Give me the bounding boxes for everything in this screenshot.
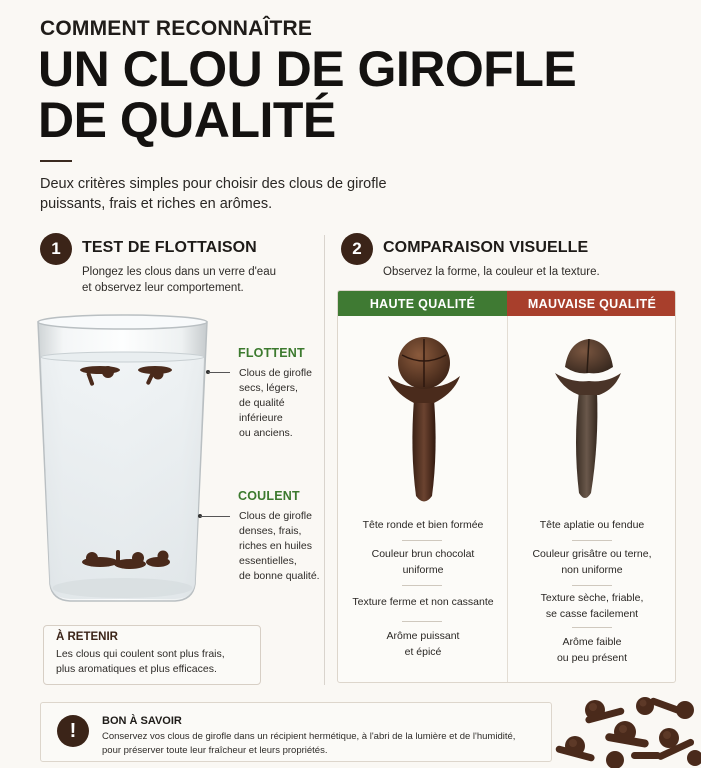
low-criterion-1: Tête aplatie ou fendue bbox=[539, 519, 645, 531]
tip-line-2: pour préserver toute leur fraîcheur et leurs propriétés. bbox=[102, 745, 328, 756]
high-quality-header: HAUTE QUALITÉ bbox=[338, 291, 507, 316]
criterion-line: Couleur brun chocolat bbox=[371, 548, 475, 560]
section-1-number: 1 bbox=[40, 233, 72, 265]
section-1-title: TEST DE FLOTTAISON bbox=[82, 239, 257, 256]
criterion-rule bbox=[572, 585, 612, 586]
high-criterion-3: Texture ferme et non cassante bbox=[352, 596, 494, 608]
title-line-1: UN CLOU DE GIROFLE bbox=[38, 41, 577, 97]
sink-leader-line bbox=[200, 516, 230, 517]
float-line: Clous de girofle bbox=[239, 367, 312, 379]
title-rule bbox=[40, 160, 72, 162]
section-1-subtitle bbox=[82, 264, 276, 296]
page-title bbox=[38, 41, 577, 148]
section-1-subtitle-line-2: et observez leur comportement. bbox=[82, 282, 244, 294]
high-criterion-2 bbox=[343, 546, 503, 578]
float-line: inférieure bbox=[239, 412, 283, 424]
criterion-line: uniforme bbox=[402, 564, 444, 576]
section-2-number: 2 bbox=[341, 233, 373, 265]
tip-box bbox=[40, 702, 552, 762]
title-line-2: DE QUALITÉ bbox=[38, 92, 336, 148]
sink-line: essentielles, bbox=[239, 555, 297, 567]
table-column-divider bbox=[507, 316, 508, 683]
sink-label: COULENT bbox=[238, 489, 300, 503]
criterion-line: Arôme faible bbox=[562, 636, 622, 648]
comparison-table bbox=[337, 290, 676, 683]
bad-clove-illustration bbox=[549, 333, 629, 513]
section-2-subtitle: Observez la forme, la couleur et la texture. bbox=[383, 266, 600, 278]
criterion-rule bbox=[402, 540, 442, 541]
kicker: COMMENT RECONNAÎTRE bbox=[40, 17, 313, 40]
low-criterion-4 bbox=[512, 634, 672, 666]
float-line: ou anciens. bbox=[239, 427, 293, 439]
section-2-title: COMPARAISON VISUELLE bbox=[383, 239, 589, 256]
low-criterion-2 bbox=[512, 546, 672, 578]
sink-line: Clous de girofle bbox=[239, 510, 312, 522]
criterion-rule bbox=[572, 540, 612, 541]
float-description bbox=[239, 366, 312, 441]
criterion-line: se casse facilement bbox=[545, 608, 639, 620]
criterion-line: ou peu présent bbox=[556, 652, 628, 664]
criterion-line: Texture sèche, friable, bbox=[540, 592, 644, 604]
float-line: de qualité bbox=[239, 397, 285, 409]
criterion-line: Arôme puissant bbox=[386, 630, 460, 642]
tip-title: BON À SAVOIR bbox=[102, 715, 182, 727]
good-clove-illustration bbox=[384, 331, 464, 511]
sink-line: riches en huiles bbox=[239, 540, 312, 552]
high-criterion-1: Tête ronde et bien formée bbox=[362, 519, 484, 531]
section-1-subtitle-line-1: Plongez les clous dans un verre d'eau bbox=[82, 266, 276, 278]
criterion-rule bbox=[402, 585, 442, 586]
tip-line-1: Conservez vos clous de girofle dans un récipient hermétique, à l'abri de la lumière et de l'humidité, bbox=[102, 731, 516, 742]
criterion-rule bbox=[402, 621, 442, 622]
low-criterion-3 bbox=[512, 590, 672, 622]
intro-text: Deux critères simples pour choisir des clous de girofle puissants, frais et riches en arômes. bbox=[40, 176, 387, 212]
clove-pile-illustration bbox=[545, 688, 701, 768]
section-divider bbox=[324, 235, 325, 685]
criterion-line: Couleur grisâtre ou terne, bbox=[532, 548, 652, 560]
sink-line: de bonne qualité. bbox=[239, 570, 320, 582]
tip-text bbox=[102, 730, 522, 758]
criterion-rule bbox=[572, 627, 612, 628]
float-leader-line bbox=[208, 372, 230, 373]
remember-line-1: Les clous qui coulent sont plus frais, bbox=[56, 648, 225, 660]
exclamation-icon: ! bbox=[57, 715, 89, 747]
float-line: secs, légers, bbox=[239, 382, 298, 394]
low-quality-header: MAUVAISE QUALITÉ bbox=[507, 291, 676, 316]
float-label: FLOTTENT bbox=[238, 346, 305, 360]
sink-line: denses, frais, bbox=[239, 525, 302, 537]
remember-title: À RETENIR bbox=[56, 631, 118, 643]
water-glass-illustration bbox=[30, 312, 215, 604]
criterion-line: non uniforme bbox=[561, 564, 623, 576]
high-criterion-4 bbox=[343, 628, 503, 660]
remember-line-2: plus aromatiques et plus efficaces. bbox=[56, 663, 217, 675]
remember-text bbox=[56, 647, 248, 677]
remember-box bbox=[43, 625, 261, 685]
sink-description bbox=[239, 509, 320, 584]
criterion-line: et épicé bbox=[404, 646, 442, 658]
